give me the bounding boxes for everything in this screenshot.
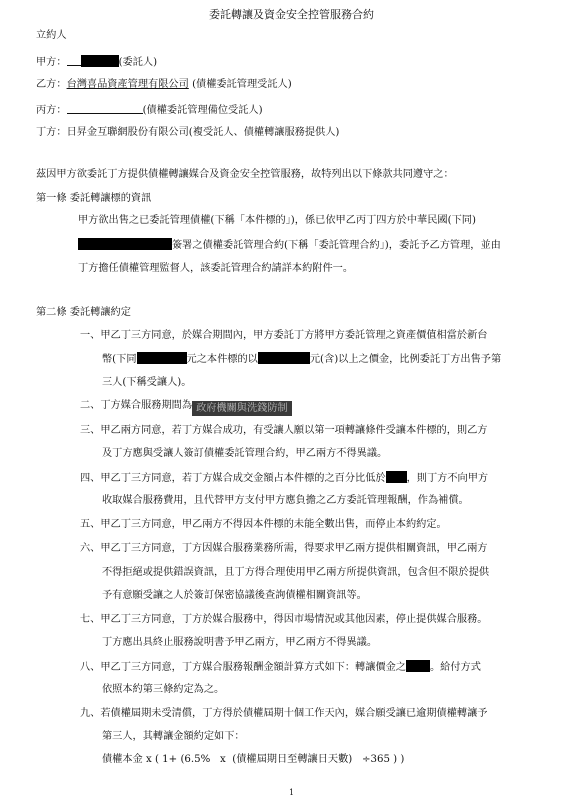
clause-text: 。給付方式: [430, 662, 481, 673]
article-1-line-1: 甲方欲出售之已委託管理債權(下稱「本件標的」)，係已依甲乙丙丁四方於中華民國(下同): [78, 215, 476, 226]
article-1-heading: 第一條 委託轉讓標的資訊: [36, 193, 152, 204]
clause-text: 甲乙丁三方同意，於媒合期間內，甲方委託丁方將甲方委託管理之資產價值相當於新台: [100, 330, 488, 341]
clause-3-line-2: 及丁方應與受讓人簽訂債權委託管理合約，甲乙兩方不得異議。: [102, 448, 388, 459]
article-1-line-2: [78, 238, 501, 252]
clause-6-line-3: 予有意願受讓之人於簽訂保密協議後查詢債權相關資訊等。: [102, 590, 367, 601]
redaction-block: [81, 55, 119, 67]
clause-text: 甲乙丁三方同意，甲乙兩方不得因本件標的未能全數出售，而停止本約約定。: [100, 519, 447, 530]
party-d-name: 日昇金互聯網股份有限公司(複受託人、債權轉讓服務提供人): [66, 127, 340, 138]
party-a-role: (委託人): [118, 57, 158, 68]
clause-text: 丁方媒合服務期間為: [100, 400, 193, 411]
clause-3-line-1: [80, 424, 488, 437]
clause-number: 五、: [80, 519, 101, 530]
party-b-line: [36, 78, 292, 91]
document-title: 委託轉讓及資金安全控管服務合約: [209, 8, 374, 21]
clause-1-line-3: 三人(下稱受讓人)。: [102, 377, 192, 388]
clause-text: 甲乙丁三方同意，丁方因媒合服務業務所需，得要求甲乙兩方提供相關資訊，甲乙兩方: [100, 543, 488, 554]
clause-2-line-1: [80, 399, 292, 416]
clause-number: 三、: [80, 425, 101, 436]
article-1-line-2-text: 簽署之債權委託管理合約(下稱「委託管理合約」)，委託予乙方管理，並由: [172, 240, 501, 251]
clause-text: 元之本件標的以: [186, 354, 258, 365]
parties-heading: 立約人: [36, 30, 67, 41]
party-d-line: [36, 126, 339, 139]
party-b-role: (債權委託管理受託人): [192, 79, 292, 90]
party-c-underline: [67, 102, 143, 114]
clause-7-line-2: 丁方應出具終止服務說明書予甲乙兩方，甲乙兩方不得異議。: [102, 637, 378, 648]
article-1-line-3: 丁方擔任債權管理監督人，該委託管理合約請詳本約附件一。: [78, 263, 354, 274]
redaction-block: [386, 471, 407, 483]
page-number: 1: [288, 788, 295, 797]
clause-text: 幣(下同: [102, 354, 137, 365]
redaction-block: [137, 352, 187, 364]
clause-9-line-2: 第三人，其轉讓金額約定如下：: [102, 731, 245, 742]
clause-text: 甲乙丁三方同意，若丁方媒合成交金額占本件標的之百分比低於: [100, 473, 386, 484]
clause-number: 六、: [80, 543, 101, 554]
clause-number: 八、: [80, 662, 101, 673]
clause-9-line-1: [80, 707, 488, 720]
clause-number: 四、: [80, 473, 101, 484]
clause-1-line-2: [102, 352, 501, 366]
party-d-label: 丁方：: [36, 127, 67, 138]
clause-4-line-1: [80, 471, 488, 485]
clause-9-formula: 債權本金 x ( 1+ (6.5% x (債權屆期日至轉讓日天數) ÷365 ) ): [102, 754, 405, 765]
clause-text: 若債權屆期未受清償，丁方得於債權屆期十個工作天內，媒合願受讓已逾期債權轉讓予: [100, 708, 488, 719]
clause-text: 甲乙丁三方同意，丁方於媒合服務中，得因市場情況或其他因素，停止提供媒合服務。: [100, 614, 488, 625]
party-c-role: (債權委託管理備位受託人): [142, 105, 263, 116]
clause-number: 九、: [80, 708, 101, 719]
redaction-block: [78, 238, 172, 250]
clause-number: 一、: [80, 330, 101, 341]
party-c-label: 丙方：: [36, 105, 67, 116]
clause-8-line-1: [80, 660, 481, 674]
clause-text: 甲乙兩方同意，若丁方媒合成功，有受讓人願以第一項轉讓條件受讓本件標的，則乙方: [100, 425, 488, 436]
party-b-label: 乙方：: [36, 79, 67, 90]
clause-text: 甲乙丁三方同意，丁方媒合服務報酬金額計算方式如下：轉讓價金之: [100, 662, 406, 673]
article-2-heading: 第二條 委託轉讓約定: [36, 307, 131, 318]
clause-4-line-2: 收取媒合服務費用，且代替甲方支付甲方應負擔之乙方委託管理報酬，作為補償。: [102, 495, 469, 506]
clause-6-line-1: [80, 542, 488, 555]
party-a-underline: [67, 54, 81, 66]
clause-1-line-1: [80, 329, 488, 342]
party-b-name: 台灣喜品資產管理有限公司: [66, 79, 189, 90]
redaction-block: [406, 660, 430, 672]
redaction-block: [258, 352, 310, 364]
party-a-line: [36, 54, 157, 69]
party-a-label: 甲方：: [36, 57, 67, 68]
clause-number: 七、: [80, 614, 101, 625]
clause-text: ，則丁方不向甲方: [406, 473, 489, 484]
intro-paragraph: 茲因甲方欲委託丁方提供債權轉讓媒合及資金安全控管服務，故特列出以下條款共同遵守之：: [36, 169, 454, 180]
clause-5-line-1: [80, 518, 447, 531]
clause-8-line-2: 依照本約第三條約定為之。: [102, 684, 225, 695]
clause-text: 元(含)以上之價金，比例委託丁方出售予第: [309, 354, 502, 365]
overlay-stamp: 政府機關與洗錢防制: [192, 401, 292, 416]
clause-7-line-1: [80, 613, 488, 626]
clause-6-line-2: 不得拒絕或提供錯誤資訊，且丁方得合理使用甲乙兩方所提供資訊，包含但不限於提供: [102, 567, 490, 578]
party-c-line: [36, 102, 263, 117]
clause-number: 二、: [80, 400, 101, 411]
